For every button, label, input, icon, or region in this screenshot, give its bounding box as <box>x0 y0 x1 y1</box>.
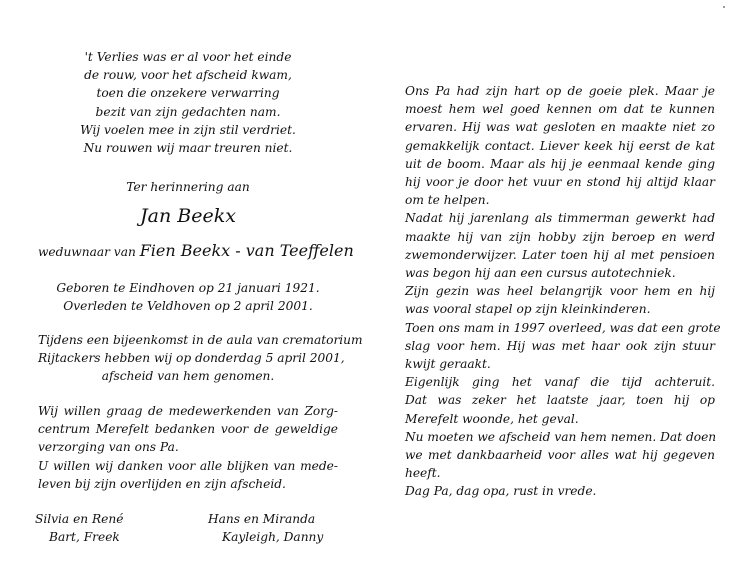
memorial-poem <box>38 48 338 157</box>
thanks-line: centrum Merefelt bedanken voor de geweldige <box>38 422 338 437</box>
tribute-text <box>405 82 721 501</box>
signature-group-1 <box>35 510 175 546</box>
poem-line: toen die onzekere verwarring <box>96 86 280 101</box>
tribute-line: was vooral stapel op zijn kleinkinderen. <box>405 302 651 317</box>
tribute-line: Dat was zeker het laatste jaar, toen hij op <box>405 393 715 408</box>
signature-line: Hans en Miranda <box>208 512 316 526</box>
ceremony-line: Rijtackers hebben wij op donderdag 5 april 2001, <box>38 351 345 366</box>
spouse-name: Fien Beekx - van Teeffelen <box>139 241 354 260</box>
deceased-name: Jan Beekx <box>140 205 236 227</box>
ceremony-notice <box>38 331 363 386</box>
tribute-line: Nadat hij jarenlang als timmerman gewerkt had <box>405 211 715 226</box>
thanks-line: Wij willen graag de medewerkenden van Zorg- <box>38 404 338 418</box>
tribute-line: Ons Pa had zijn hart op de goeie plek. Maar je <box>405 84 715 98</box>
thanks-line: leven bij zijn overlijden en zijn afscheid. <box>38 476 286 491</box>
scan-speck <box>723 6 725 8</box>
tribute-line: Zijn gezin was heel belangrijk voor hem en hij <box>405 284 715 299</box>
signature-line: Bart, Freek <box>49 530 120 545</box>
tribute-line: om te helpen. <box>405 193 490 208</box>
tribute-line: Nu moeten we afscheid van hem nemen. Dat doen <box>405 429 717 444</box>
poem-line: de rouw, voor het afscheid kwam, <box>84 68 292 83</box>
tribute-line: maakte hij van zijn hobby zijn beroep en werd <box>405 229 715 244</box>
birth-line: Geboren te Eindhoven op 21 januari 1921. <box>56 281 320 295</box>
tribute-line: zwemonderwijzer. Later toen hij al met pensioen <box>405 247 715 262</box>
tribute-line: hij voor je door het vuur en stond hij altijd klaar <box>405 175 715 190</box>
widower-prefix: weduwnaar van <box>38 245 136 259</box>
tribute-line: slag voor hem. Hij was met haar ook zijn stuur <box>405 338 715 353</box>
poem-line: bezit van zijn gedachten nam. <box>95 104 281 119</box>
tribute-line: kwijt geraakt. <box>405 357 491 372</box>
death-line: Overleden te Veldhoven op 2 april 2001. <box>63 299 313 314</box>
signature-group-2 <box>208 510 348 546</box>
poem-line: Wij voelen mee in zijn stil verdriet. <box>80 122 296 137</box>
thanks-line: U willen wij danken voor alle blijken van mede- <box>38 458 338 473</box>
tribute-line: was begon hij aan een cursus autotechniek. <box>405 266 676 281</box>
in-memory-of: Ter herinnering aan <box>126 180 250 194</box>
signature-line: Kayleigh, Danny <box>222 530 324 545</box>
poem-line: 't Verlies was er al voor het einde <box>84 50 292 64</box>
tribute-line: we met dankbaarheid voor alles wat hij gegeven <box>405 448 715 463</box>
tribute-line: Merefelt woonde, het geval. <box>405 411 579 426</box>
thanks-notice <box>38 402 338 493</box>
ceremony-line: Tijdens een bijeenkomst in de aula van crematorium <box>38 333 363 347</box>
tribute-line: Toen ons mam in 1997 overleed, was dat een grote <box>405 320 721 335</box>
tribute-line: gemakkelijk contact. Liever keek hij eerst de kat <box>405 138 715 153</box>
signature-line: Silvia en René <box>35 512 124 526</box>
tribute-line: Eigenlijk ging het vanaf die tijd achteruit. <box>405 375 715 390</box>
tribute-line: ervaren. Hij was wat gesloten en maakte niet zo <box>405 120 715 135</box>
tribute-line: uit de boom. Maar als hij je eenmaal kende ging <box>405 156 715 171</box>
ceremony-line: afscheid van hem genomen. <box>101 369 275 384</box>
life-dates <box>38 279 338 315</box>
thanks-line: verzorging van ons Pa. <box>38 440 179 455</box>
tribute-line: moest hem wel goed kennen om dat te kunnen <box>405 102 715 117</box>
widower-line <box>38 241 354 261</box>
poem-line: Nu rouwen wij maar treuren niet. <box>83 141 293 156</box>
tribute-line: heeft. <box>405 466 441 481</box>
tribute-line: Dag Pa, dag opa, rust in vrede. <box>405 484 597 499</box>
